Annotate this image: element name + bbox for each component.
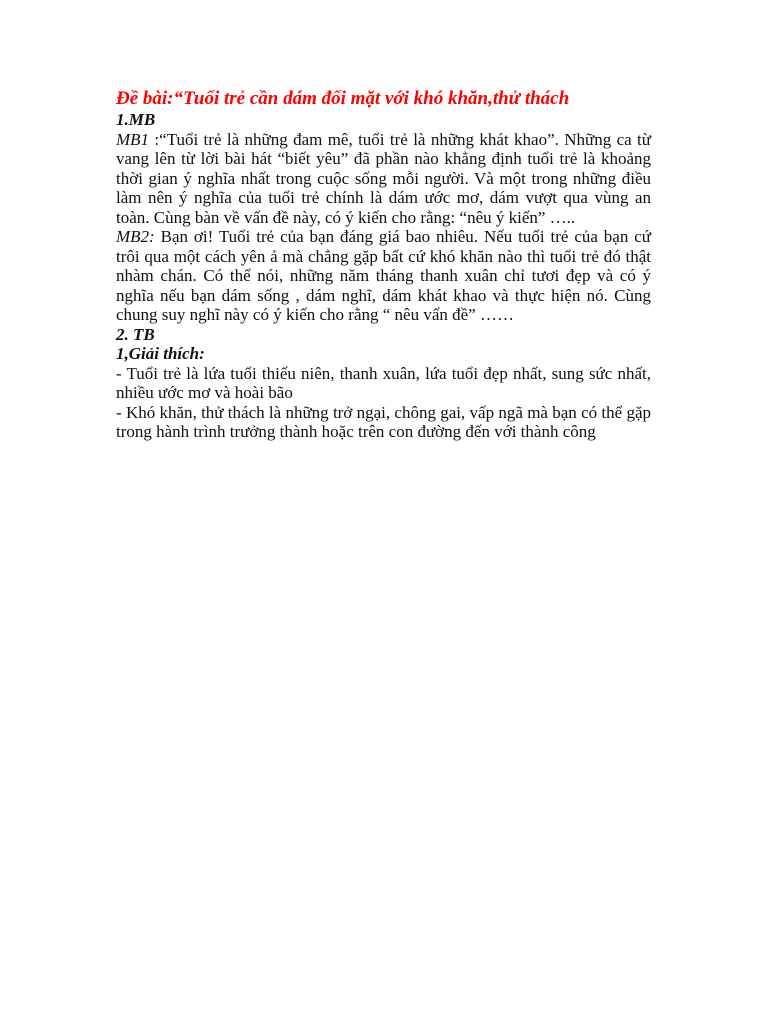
mb1-text: :“Tuổi trẻ là những đam mê, tuổi trẻ là những khát khao”. Những ca từ vang lên từ lời bài hát “biết yêu” đã phần nào khẳng định tuổi trẻ là khoảng thời gian ý nghĩa nhất trong cuộc sống mỗi người. Và một trong những điều làm nên ý nghĩa của tuổi trẻ chính là dám ước mơ, dám vượt qua vùng an toàn. Cùng bàn về vấn đề này, có ý kiến cho rằng: “nêu ý kiến” ….. — [116, 129, 651, 227]
section-heading-tb: 2. TB — [116, 324, 155, 344]
bullet-item: - Tuổi trẻ là lứa tuổi thiếu niên, thanh xuân, lứa tuổi đẹp nhất, sung sức nhất, nhiều ước mơ và hoài bão — [116, 363, 651, 402]
subsection-heading-giai-thich: 1,Giải thích: — [116, 344, 205, 363]
mb2-text: Bạn ơi! Tuổi trẻ của bạn đáng giá bao nhiêu. Nếu tuổi trẻ của bạn cứ trôi qua một cách yên ả mà chẳng gặp bất cứ khó khăn nào thì tuổi trẻ đó thật nhàm chán. Có thể nói, những năm tháng thanh xuân chỉ tươi đẹp và có ý nghĩa nếu bạn dám sống , dám nghĩ, dám khát khao và thực hiện nó. Cùng chung suy nghĩ này có ý kiến cho rằng “ nêu vấn đề” …… — [116, 227, 651, 324]
paragraph-mb2 — [116, 227, 651, 325]
paragraph-mb1 — [116, 130, 651, 228]
document-title: Đề bài:“Tuổi trẻ cần dám đối mặt với khó khăn,thử thách — [116, 88, 570, 109]
mb2-label: MB2: — [116, 227, 155, 246]
document-page — [116, 88, 651, 442]
section-heading-mb: 1.MB — [116, 110, 156, 129]
mb1-label: MB1 — [116, 129, 150, 149]
bullet-item: - Khó khăn, thử thách là những trở ngại, chông gai, vấp ngã mà bạn có thể gặp trong hành trình trưởng thành hoặc trên con đường đến với thành công — [116, 402, 651, 441]
